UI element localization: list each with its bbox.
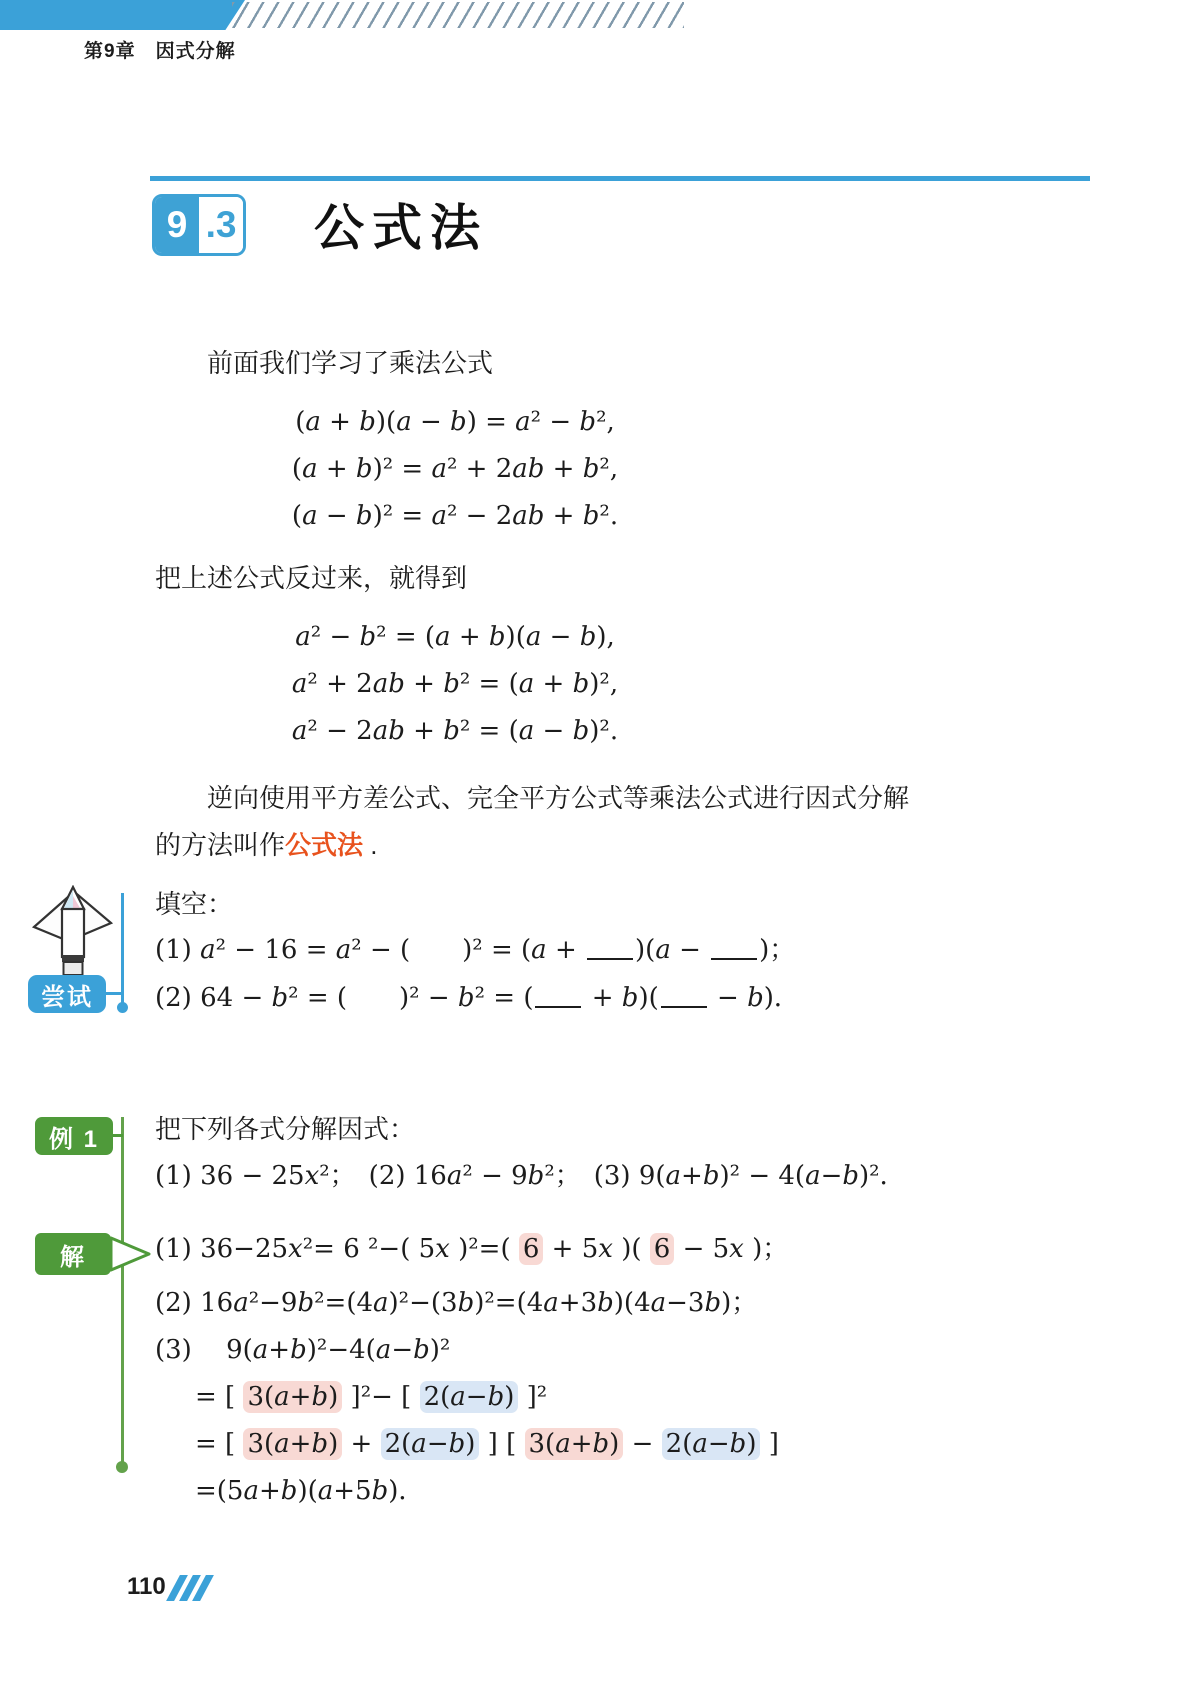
page-footer (127, 1573, 212, 1601)
example-line-dot (116, 1461, 128, 1473)
section-title: 公式法 (314, 200, 488, 256)
formula: (a + b)² = a² + 2ab + b², (291, 454, 619, 484)
intro-section (155, 345, 945, 869)
top-hatch-pattern (232, 2, 684, 28)
example-badge: 例 1 (35, 1117, 113, 1155)
solution-badge-arrow-icon (108, 1231, 154, 1277)
definition-prefix: 的方法叫作 (155, 830, 286, 860)
intro-paragraph-1: 前面我们学习了乘法公式 (207, 348, 494, 378)
page-number: 110 (127, 1573, 166, 1600)
solution-lines (155, 1232, 995, 1521)
pencil-rocket-icon (30, 885, 115, 977)
chapter-header: 第9章 因式分解 (84, 41, 236, 62)
try-item-1: (1) a² − 16 = a² − ( )² = (a + )(a − )； (155, 932, 955, 968)
section-number-badge (152, 194, 246, 256)
intro-paragraph-2: 把上述公式反过来，就得到 (155, 563, 468, 593)
section-rule (150, 176, 1090, 181)
formula: a² + 2ab + b² = (a + b)², (291, 669, 619, 699)
formula: (a + b)(a − b) = a² − b², (295, 407, 615, 437)
example-problems: (1) 36 − 25x²； (2) 16a² − 9b²； (3) 9(a+b)² − 4(a−b)²． (155, 1161, 906, 1191)
try-connector (104, 992, 122, 995)
definition-suffix: . (363, 830, 378, 860)
try-badge: 尝试 (28, 975, 106, 1013)
example-section (155, 1112, 975, 1194)
forward-formulas (155, 399, 755, 540)
try-title: 填空： (155, 889, 234, 919)
example-prompt: 把下列各式分解因式： (155, 1114, 416, 1144)
formula: (a − b)² = a² − 2ab + b². (291, 501, 619, 531)
section-number-sub: .3 (199, 197, 243, 253)
solution-line: (1) 36−25x²= 6 ²−( 5x )²=( 6 + 5x )( 6 − 5x )； (155, 1234, 789, 1264)
footer-slashes-icon (173, 1575, 212, 1601)
solution-line: = [ 3(a+b) + 2(a−b) ] [ 3(a+b) − 2(a−b) ] (195, 1429, 779, 1459)
solution-line: (2) 16a²−9b²=(4a)²−(3b)²=(4a+3b)(4a−3b)； (155, 1288, 758, 1318)
definition-line-1: 逆向使用平方差公式、完全平方公式等乘法公式进行因式分解 (207, 783, 910, 813)
try-vertical-line (121, 893, 124, 1005)
try-item-2: (2) 64 − b² = ( )² − b² = ( + b)( − b)． (155, 980, 955, 1016)
top-banner-bar (0, 0, 245, 30)
solution-badge: 解 (35, 1233, 111, 1275)
reverse-formulas (155, 614, 755, 755)
section-number-main: 9 (155, 197, 199, 253)
definition-paragraph (155, 775, 945, 869)
try-line-dot (117, 1002, 128, 1013)
solution-line: (3) 9(a+b)²−4(a−b)² (155, 1335, 451, 1365)
solution-line: =(5a+b)(a+5b)． (195, 1476, 425, 1506)
formula: a² − 2ab + b² = (a − b)². (291, 716, 619, 746)
try-section (155, 888, 955, 1016)
formula: a² − b² = (a + b)(a − b), (295, 622, 615, 652)
definition-line-2 (155, 822, 945, 869)
solution-line: = [ 3(a+b) ]²− [ 2(a−b) ]² (195, 1382, 548, 1412)
term-formula-method: 公式法 (285, 830, 364, 860)
example-vertical-line (121, 1117, 124, 1467)
